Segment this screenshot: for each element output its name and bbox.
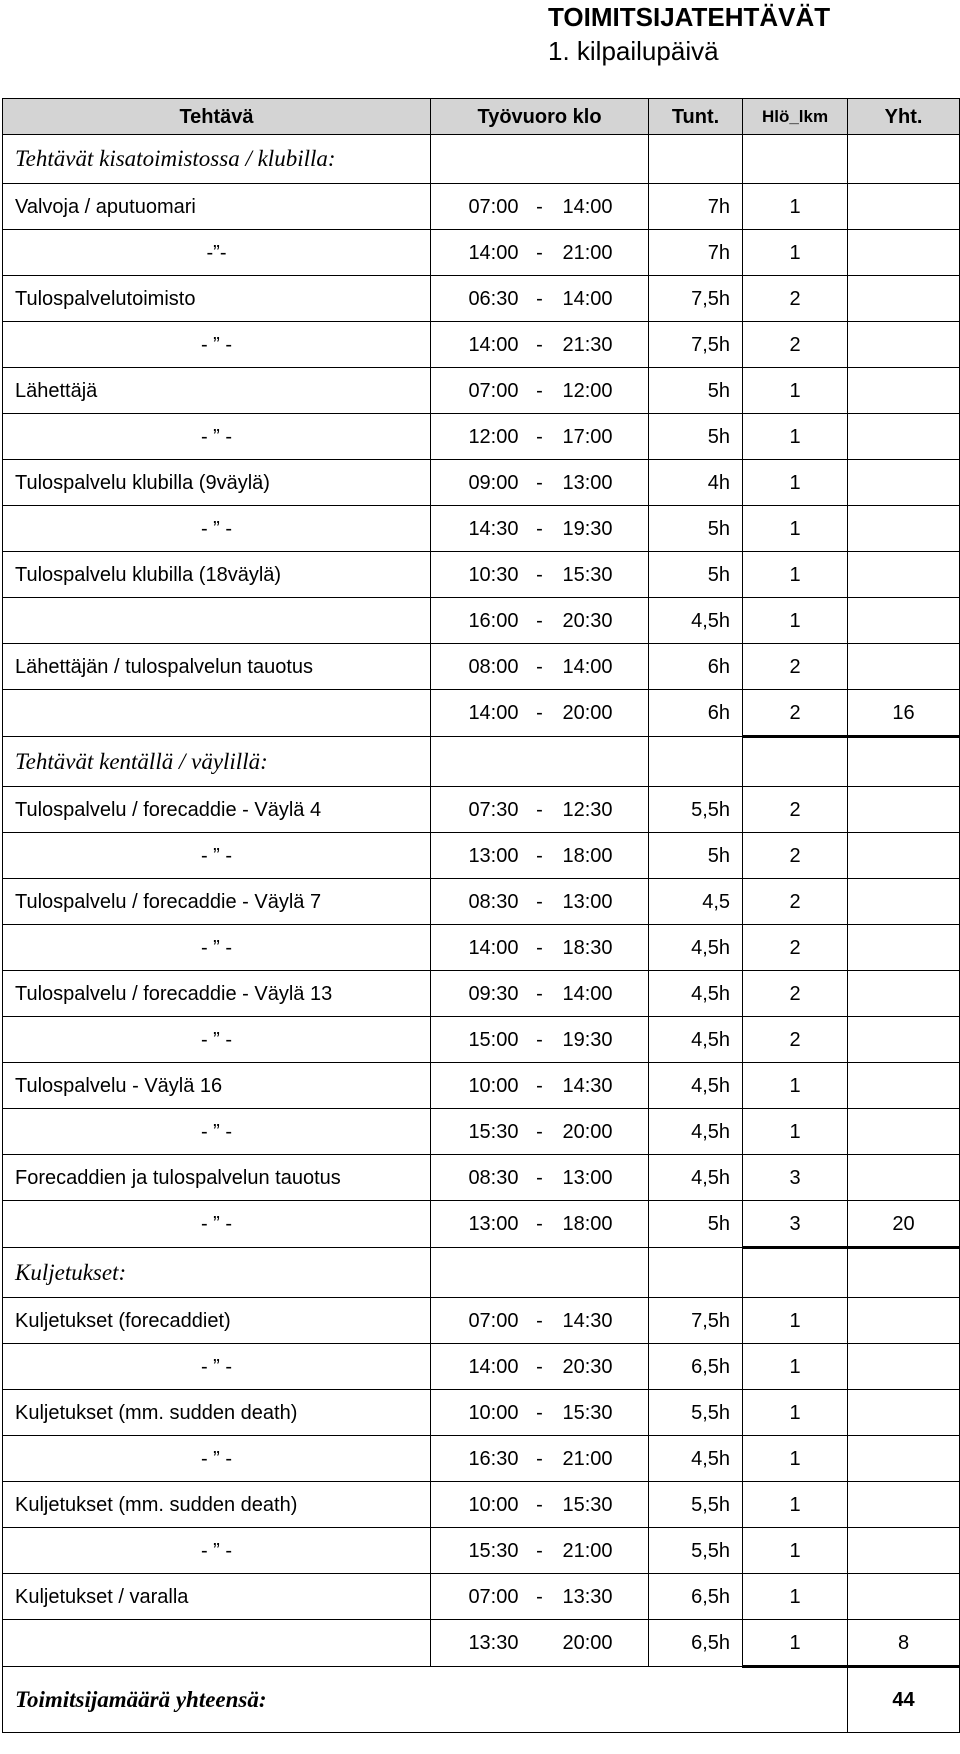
shift-separator-cell: - [523, 1390, 557, 1436]
shift-separator-cell: - [523, 1017, 557, 1063]
table-row [3, 833, 960, 879]
table-row [3, 1298, 960, 1344]
shift-end-cell: 20:30 [557, 598, 649, 644]
shift-end-cell: 20:30 [557, 1344, 649, 1390]
task-cell: - ” - [3, 1528, 431, 1574]
shift-end-cell: 21:00 [557, 1436, 649, 1482]
shift-separator-cell: - [523, 1344, 557, 1390]
shift-start-cell: 14:00 [431, 322, 523, 368]
shift-start-cell: 06:30 [431, 276, 523, 322]
hours-cell: 4,5h [649, 1436, 743, 1482]
total-cell [848, 1155, 960, 1201]
persons-cell: 1 [743, 1109, 848, 1155]
page-subtitle: 1. kilpailupäivä [548, 36, 719, 66]
persons-cell: 2 [743, 833, 848, 879]
persons-cell: 2 [743, 1017, 848, 1063]
persons-cell: 1 [743, 1390, 848, 1436]
shift-separator-cell: - [523, 414, 557, 460]
shift-start-cell: 14:30 [431, 506, 523, 552]
table-row [3, 971, 960, 1017]
shift-end-cell: 20:00 [557, 1109, 649, 1155]
col-hours-header: Tunt. [649, 99, 743, 135]
hours-cell: 5h [649, 552, 743, 598]
shift-end-cell: 14:00 [557, 644, 649, 690]
shift-separator-cell: - [523, 368, 557, 414]
persons-cell: 1 [743, 598, 848, 644]
task-cell [3, 690, 431, 737]
task-cell: - ” - [3, 1344, 431, 1390]
shift-end-cell: 20:00 [557, 1620, 649, 1667]
shift-end-cell: 18:00 [557, 1201, 649, 1248]
shift-start-cell: 15:30 [431, 1528, 523, 1574]
col-persons-header: Hlö_lkm [743, 99, 848, 135]
section-title: Tehtävät kentällä / väylillä: [3, 737, 431, 787]
persons-cell: 1 [743, 1344, 848, 1390]
task-cell: - ” - [3, 322, 431, 368]
task-cell [3, 598, 431, 644]
subtotal-cell: 20 [848, 1201, 960, 1248]
shift-separator-cell: - [523, 879, 557, 925]
shift-start-cell: 14:00 [431, 1344, 523, 1390]
task-cell: Kuljetukset (mm. sudden death) [3, 1390, 431, 1436]
persons-cell: 3 [743, 1201, 848, 1248]
hours-cell: 4,5h [649, 1109, 743, 1155]
persons-cell: 1 [743, 1063, 848, 1109]
hours-cell: 4,5h [649, 1063, 743, 1109]
task-cell: Lähettäjä [3, 368, 431, 414]
hours-cell: 7,5h [649, 1298, 743, 1344]
duty-table [2, 98, 960, 1733]
total-cell [848, 1063, 960, 1109]
shift-start-cell: 08:30 [431, 1155, 523, 1201]
section-header-row [3, 135, 960, 184]
page-title: TOIMITSIJATEHTÄVÄT [548, 2, 831, 32]
table-row [3, 276, 960, 322]
shift-end-cell: 13:00 [557, 460, 649, 506]
total-cell [848, 598, 960, 644]
hours-cell: 7,5h [649, 276, 743, 322]
shift-start-cell: 10:00 [431, 1390, 523, 1436]
total-cell [848, 833, 960, 879]
table-row [3, 1155, 960, 1201]
task-cell: - ” - [3, 414, 431, 460]
shift-end-cell: 13:30 [557, 1574, 649, 1620]
hours-cell: 5,5h [649, 1482, 743, 1528]
hours-cell: 6h [649, 644, 743, 690]
hours-cell: 7,5h [649, 322, 743, 368]
hours-cell: 5,5h [649, 1390, 743, 1436]
persons-cell: 1 [743, 1482, 848, 1528]
persons-cell: 2 [743, 925, 848, 971]
shift-end-cell: 14:00 [557, 276, 649, 322]
shift-end-cell: 21:00 [557, 1528, 649, 1574]
table-row [3, 1201, 960, 1248]
total-cell [848, 276, 960, 322]
shift-start-cell: 09:30 [431, 971, 523, 1017]
table-row [3, 1109, 960, 1155]
shift-end-cell: 14:00 [557, 184, 649, 230]
shift-end-cell: 21:30 [557, 322, 649, 368]
total-cell [848, 644, 960, 690]
task-cell: Tulospalvelu - Väylä 16 [3, 1063, 431, 1109]
task-cell: Tulospalvelutoimisto [3, 276, 431, 322]
shift-separator-cell: - [523, 1574, 557, 1620]
hours-cell: 6h [649, 690, 743, 737]
task-cell: Valvoja / aputuomari [3, 184, 431, 230]
shift-separator-cell: - [523, 322, 557, 368]
total-cell [848, 1574, 960, 1620]
task-cell: - ” - [3, 1109, 431, 1155]
hours-cell: 4,5h [649, 971, 743, 1017]
total-cell [848, 971, 960, 1017]
subtotal-cell: 8 [848, 1620, 960, 1667]
shift-start-cell: 15:00 [431, 1017, 523, 1063]
shift-end-cell: 13:00 [557, 1155, 649, 1201]
total-cell [848, 879, 960, 925]
table-row [3, 368, 960, 414]
persons-cell: 2 [743, 787, 848, 833]
persons-cell: 1 [743, 414, 848, 460]
total-cell [848, 460, 960, 506]
shift-start-cell: 13:00 [431, 1201, 523, 1248]
shift-separator-cell: - [523, 833, 557, 879]
hours-cell: 6,5h [649, 1574, 743, 1620]
persons-cell: 1 [743, 1574, 848, 1620]
shift-start-cell: 08:00 [431, 644, 523, 690]
shift-start-cell: 13:00 [431, 833, 523, 879]
shift-start-cell: 14:00 [431, 690, 523, 737]
task-cell: Tulospalvelu / forecaddie - Väylä 7 [3, 879, 431, 925]
table-row [3, 925, 960, 971]
grand-total-value: 44 [848, 1667, 960, 1733]
table-row [3, 787, 960, 833]
section-title: Kuljetukset: [3, 1248, 431, 1298]
persons-cell: 1 [743, 1528, 848, 1574]
shift-separator-cell: - [523, 1436, 557, 1482]
persons-cell: 2 [743, 690, 848, 737]
col-shift-header: Työvuoro klo [431, 99, 649, 135]
shift-separator-cell: - [523, 460, 557, 506]
shift-cell [431, 737, 649, 787]
persons-cell: 3 [743, 1155, 848, 1201]
task-cell: - ” - [3, 1201, 431, 1248]
shift-start-cell: 12:00 [431, 414, 523, 460]
shift-start-cell: 07:00 [431, 368, 523, 414]
persons-cell: 1 [743, 460, 848, 506]
persons-cell: 1 [743, 184, 848, 230]
table-row [3, 414, 960, 460]
table-row [3, 1620, 960, 1667]
total-cell [848, 135, 960, 184]
shift-start-cell: 07:00 [431, 184, 523, 230]
shift-separator-cell: - [523, 230, 557, 276]
shift-start-cell: 14:00 [431, 230, 523, 276]
persons-cell: 1 [743, 506, 848, 552]
total-cell [848, 1109, 960, 1155]
shift-start-cell: 16:30 [431, 1436, 523, 1482]
table-row [3, 506, 960, 552]
hours-cell: 5,5h [649, 1528, 743, 1574]
task-cell: Lähettäjän / tulospalvelun tauotus [3, 644, 431, 690]
shift-start-cell: 09:00 [431, 460, 523, 506]
shift-separator-cell: - [523, 552, 557, 598]
shift-separator-cell: - [523, 184, 557, 230]
table-row [3, 1390, 960, 1436]
task-cell: -”- [3, 230, 431, 276]
table-body [3, 135, 960, 1733]
hours-cell: 5h [649, 414, 743, 460]
shift-end-cell: 21:00 [557, 230, 649, 276]
hours-cell: 5h [649, 368, 743, 414]
table-row [3, 552, 960, 598]
shift-end-cell: 14:30 [557, 1063, 649, 1109]
section-title: Tehtävät kisatoimistossa / klubilla: [3, 135, 431, 184]
persons-cell: 1 [743, 552, 848, 598]
persons-cell [743, 737, 848, 787]
hours-cell [649, 1248, 743, 1298]
persons-cell: 2 [743, 276, 848, 322]
total-cell [848, 1528, 960, 1574]
hours-cell: 6,5h [649, 1620, 743, 1667]
total-cell [848, 1436, 960, 1482]
table-row [3, 690, 960, 737]
persons-cell: 2 [743, 322, 848, 368]
total-cell [848, 1344, 960, 1390]
task-cell: Tulospalvelu / forecaddie - Väylä 13 [3, 971, 431, 1017]
total-cell [848, 506, 960, 552]
hours-cell: 4h [649, 460, 743, 506]
shift-separator-cell: - [523, 1109, 557, 1155]
persons-cell [743, 135, 848, 184]
section-header-row [3, 737, 960, 787]
total-cell [848, 1017, 960, 1063]
total-cell [848, 1298, 960, 1344]
hours-cell: 5,5h [649, 787, 743, 833]
shift-end-cell: 13:00 [557, 879, 649, 925]
total-cell [848, 1248, 960, 1298]
shift-separator-cell: - [523, 925, 557, 971]
hours-cell: 4,5h [649, 925, 743, 971]
task-cell: Tulospalvelu klubilla (9väylä) [3, 460, 431, 506]
hours-cell [649, 737, 743, 787]
task-cell: Kuljetukset (mm. sudden death) [3, 1482, 431, 1528]
col-total-header: Yht. [848, 99, 960, 135]
col-task-header: Tehtävä [3, 99, 431, 135]
task-cell [3, 1620, 431, 1667]
hours-cell: 7h [649, 184, 743, 230]
grand-total-row [3, 1667, 960, 1733]
shift-end-cell: 15:30 [557, 1482, 649, 1528]
hours-cell: 5h [649, 833, 743, 879]
shift-start-cell: 10:00 [431, 1482, 523, 1528]
task-cell: Kuljetukset / varalla [3, 1574, 431, 1620]
hours-cell: 4,5h [649, 1155, 743, 1201]
shift-end-cell: 14:30 [557, 1298, 649, 1344]
shift-end-cell: 15:30 [557, 552, 649, 598]
shift-end-cell: 20:00 [557, 690, 649, 737]
hours-cell: 5h [649, 506, 743, 552]
shift-start-cell: 07:00 [431, 1298, 523, 1344]
shift-start-cell: 10:30 [431, 552, 523, 598]
shift-separator-cell: - [523, 971, 557, 1017]
shift-start-cell: 07:00 [431, 1574, 523, 1620]
total-cell [848, 925, 960, 971]
persons-cell: 1 [743, 1620, 848, 1667]
persons-cell: 2 [743, 879, 848, 925]
persons-cell: 1 [743, 1436, 848, 1482]
hours-cell: 4,5h [649, 598, 743, 644]
table-row [3, 1063, 960, 1109]
table-row [3, 1574, 960, 1620]
shift-separator-cell: - [523, 787, 557, 833]
shift-start-cell: 16:00 [431, 598, 523, 644]
task-cell: Kuljetukset (forecaddiet) [3, 1298, 431, 1344]
persons-cell: 1 [743, 230, 848, 276]
shift-separator-cell: - [523, 506, 557, 552]
shift-end-cell: 18:00 [557, 833, 649, 879]
total-cell [848, 184, 960, 230]
table-row [3, 322, 960, 368]
table-row [3, 1344, 960, 1390]
task-cell: Tulospalvelu / forecaddie - Väylä 4 [3, 787, 431, 833]
shift-end-cell: 19:30 [557, 506, 649, 552]
hours-cell: 4,5 [649, 879, 743, 925]
persons-cell [743, 1248, 848, 1298]
total-cell [848, 414, 960, 460]
hours-cell [649, 135, 743, 184]
shift-separator-cell [523, 1620, 557, 1667]
persons-cell: 1 [743, 1298, 848, 1344]
subtotal-cell: 16 [848, 690, 960, 737]
hours-cell: 6,5h [649, 1344, 743, 1390]
shift-end-cell: 12:30 [557, 787, 649, 833]
table-row [3, 460, 960, 506]
hours-cell: 7h [649, 230, 743, 276]
shift-end-cell: 18:30 [557, 925, 649, 971]
shift-start-cell: 15:30 [431, 1109, 523, 1155]
table-row [3, 1017, 960, 1063]
task-cell: - ” - [3, 833, 431, 879]
shift-start-cell: 13:30 [431, 1620, 523, 1667]
shift-separator-cell: - [523, 276, 557, 322]
persons-cell: 2 [743, 644, 848, 690]
task-cell: - ” - [3, 506, 431, 552]
total-cell [848, 368, 960, 414]
total-cell [848, 230, 960, 276]
table-row [3, 184, 960, 230]
shift-start-cell: 10:00 [431, 1063, 523, 1109]
shift-end-cell: 14:00 [557, 971, 649, 1017]
total-cell [848, 1482, 960, 1528]
header-row [3, 99, 960, 135]
total-cell [848, 1390, 960, 1436]
task-cell: - ” - [3, 925, 431, 971]
total-cell [848, 552, 960, 598]
task-cell: Forecaddien ja tulospalvelun tauotus [3, 1155, 431, 1201]
shift-separator-cell: - [523, 1298, 557, 1344]
task-cell: - ” - [3, 1436, 431, 1482]
grand-total-label: Toimitsijamäärä yhteensä: [3, 1667, 848, 1733]
shift-end-cell: 19:30 [557, 1017, 649, 1063]
task-cell: - ” - [3, 1017, 431, 1063]
table-row [3, 1482, 960, 1528]
shift-start-cell: 08:30 [431, 879, 523, 925]
shift-end-cell: 17:00 [557, 414, 649, 460]
shift-start-cell: 14:00 [431, 925, 523, 971]
shift-end-cell: 15:30 [557, 1390, 649, 1436]
table-row [3, 230, 960, 276]
task-cell: Tulospalvelu klubilla (18väylä) [3, 552, 431, 598]
hours-cell: 4,5h [649, 1017, 743, 1063]
total-cell [848, 787, 960, 833]
table-row [3, 879, 960, 925]
shift-cell [431, 135, 649, 184]
hours-cell: 5h [649, 1201, 743, 1248]
shift-end-cell: 12:00 [557, 368, 649, 414]
table-row [3, 644, 960, 690]
total-cell [848, 322, 960, 368]
shift-separator-cell: - [523, 690, 557, 737]
section-header-row [3, 1248, 960, 1298]
shift-separator-cell: - [523, 1201, 557, 1248]
shift-separator-cell: - [523, 1482, 557, 1528]
shift-separator-cell: - [523, 644, 557, 690]
shift-start-cell: 07:30 [431, 787, 523, 833]
table-row [3, 1528, 960, 1574]
shift-separator-cell: - [523, 1528, 557, 1574]
shift-separator-cell: - [523, 598, 557, 644]
shift-separator-cell: - [523, 1063, 557, 1109]
table-row [3, 598, 960, 644]
persons-cell: 2 [743, 971, 848, 1017]
total-cell [848, 737, 960, 787]
shift-separator-cell: - [523, 1155, 557, 1201]
table-row [3, 1436, 960, 1482]
shift-cell [431, 1248, 649, 1298]
persons-cell: 1 [743, 368, 848, 414]
